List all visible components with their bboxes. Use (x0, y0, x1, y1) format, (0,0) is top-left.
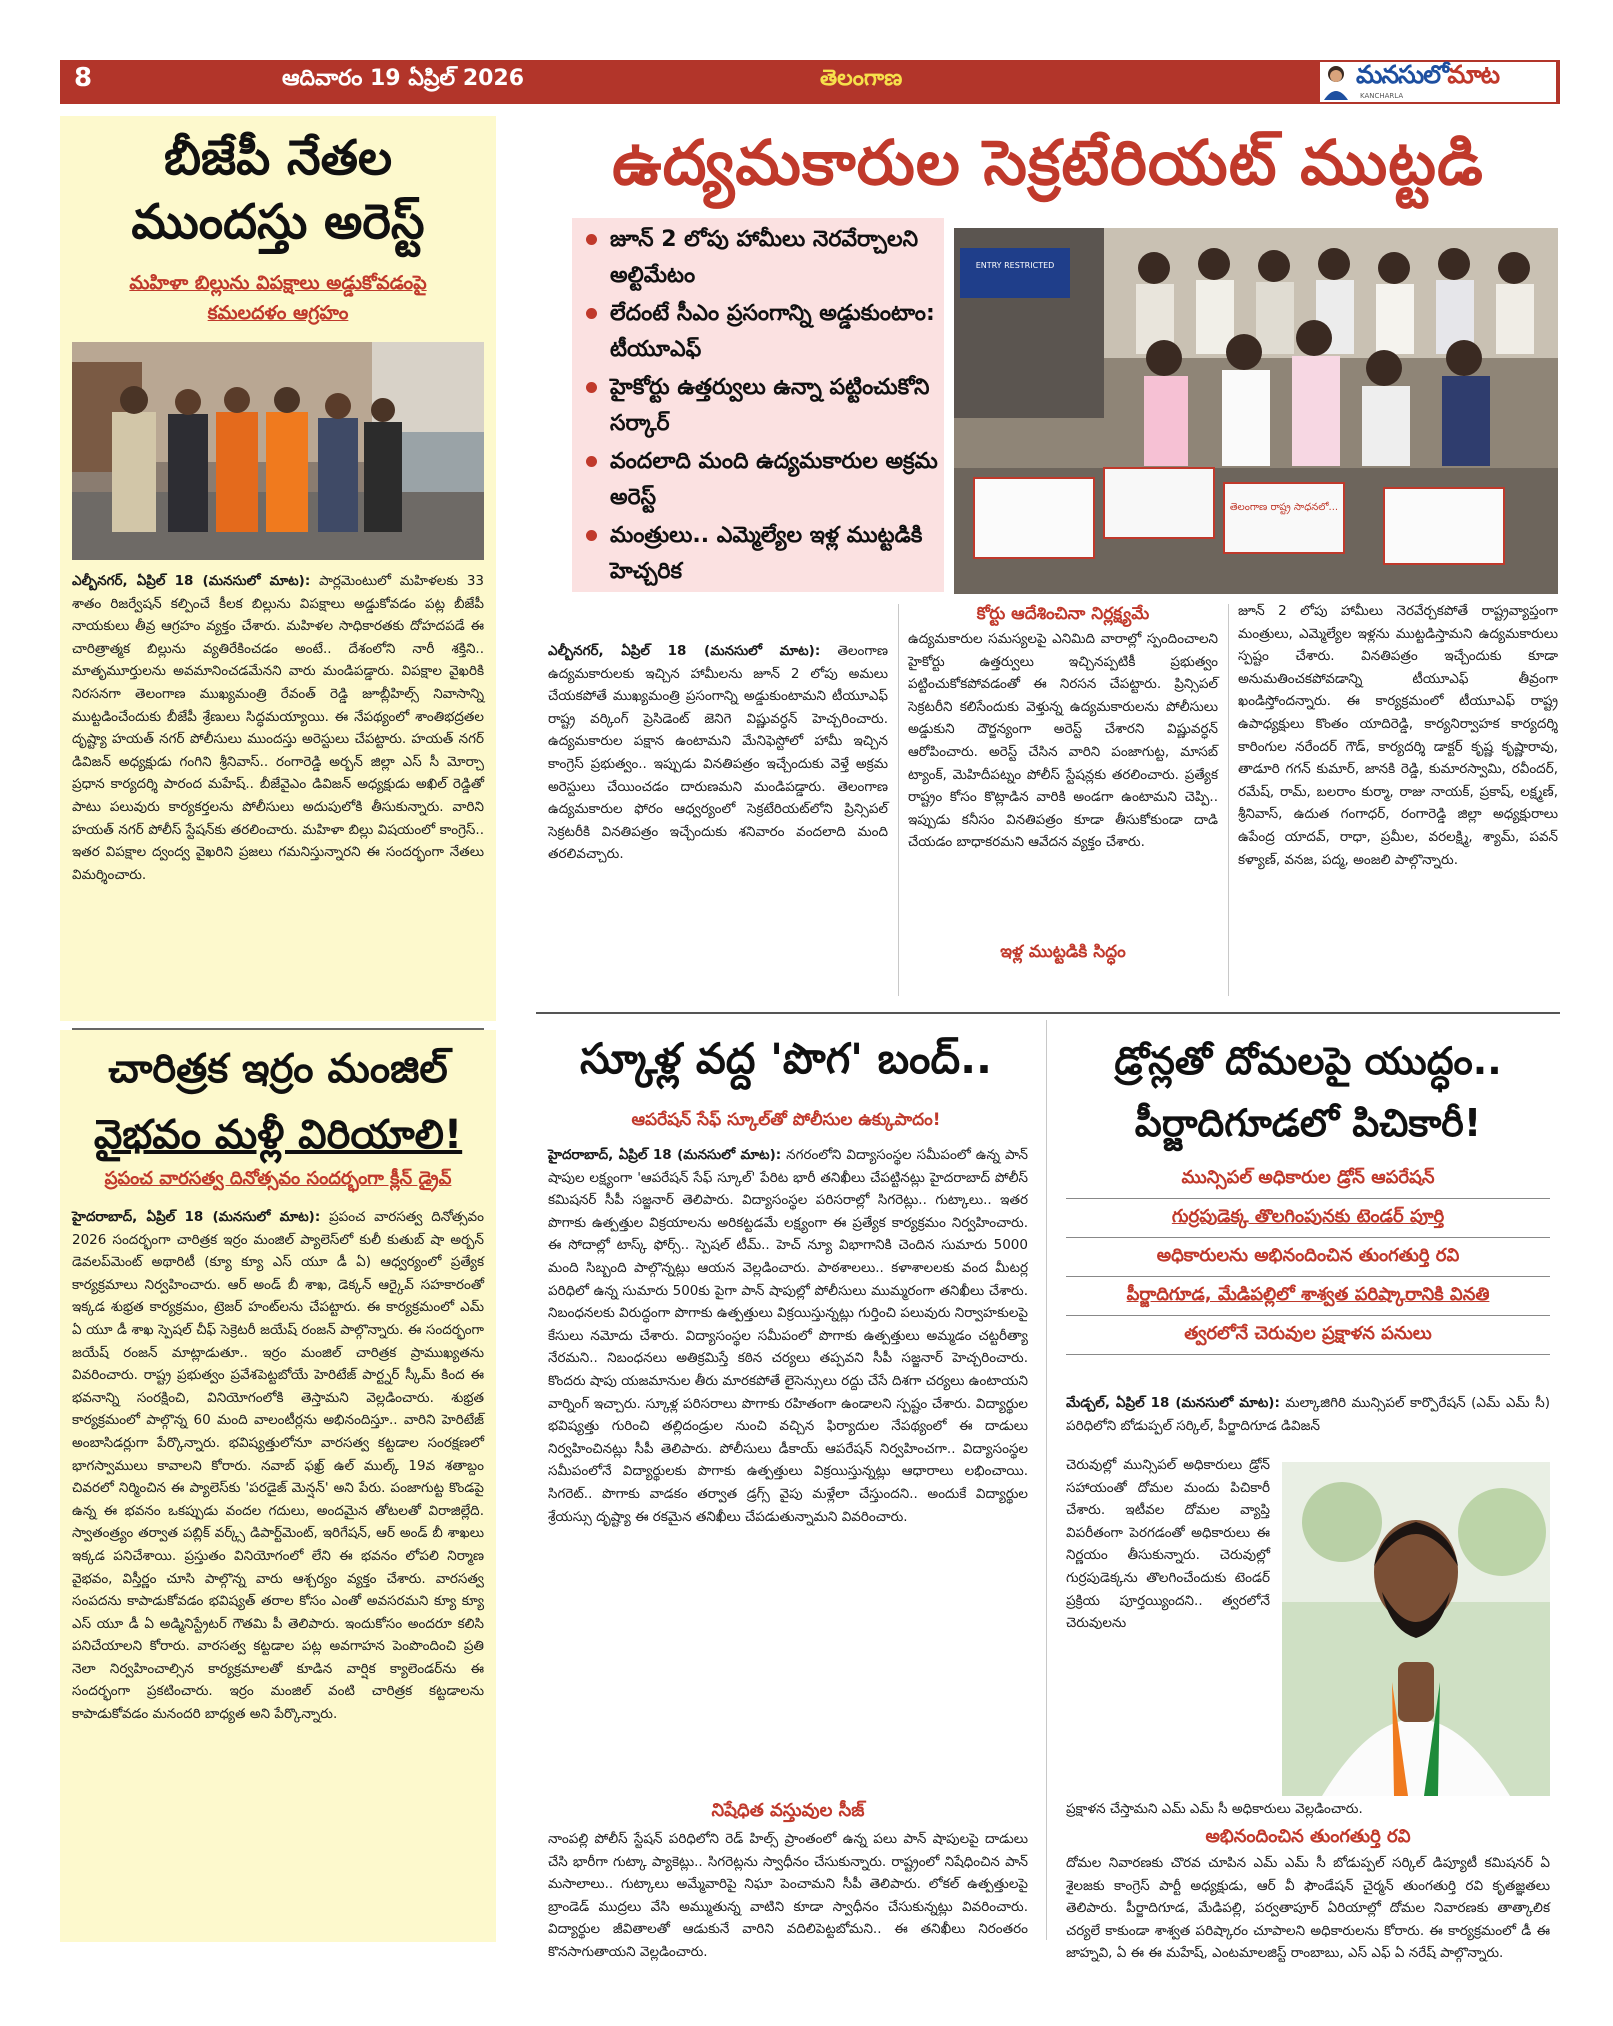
ravi-body-text: దోమల నివారణకు చొరవ చూపిన ఎమ్ ఎమ్ సీ బోడుప్పల్ సర్కిల్ డిప్యూటీ కమిషనర్ ఏ శైలజకు కాంగ్రెస్ పార్టీ అధ్యక్షుడు, ఆర్ వీ ఫౌండేషన్ చైర్మన్ తుంగతుర్తి రవి కృతజ్ఞతలు తెలిపారు. పీర్జాదిగూడ, మేడిపల్లి, పర్వతాపూర్ ఏరియాల్లో దోమల నివారణకు తాత్కాలిక చర్యలే కాకుండా శాశ్వత పరిష్కారం చూపాలని అధికారులను కోరారు. ఈ కార్యక్రమంలో డీ ఈ జాహ్నవి, ఏ ఈ ఈ మహేష్, ఎంటమాలజిస్ట్ రాంబాబు, ఎస్ ఎఫ్ ఏ నరేష్ పాల్గొన్నారు. (1066, 1855, 1550, 1962)
heritage-subheadline: ప్రపంచ వారసత్వ దినోత్సవం సందర్భంగా క్లీన్ డ్రైవ్ (104, 1168, 452, 1189)
drone-subheading: అధికారులను అభినందించిన తుంగతుర్తి రవి (1066, 1238, 1550, 1277)
bjp-body-text: పార్లమెంటులో మహిళలకు 33 శాతం రిజర్వేషన్ కల్పించే కీలక బిల్లును విపక్షాలు అడ్డుకోవడం పట్ల బీజేపీ నాయకులు తీవ్ర ఆగ్రహం వ్యక్తం చేశారు. మహిళల సాధికారతకు దోహదపడే ఈ చారిత్రాత్మక బిల్లును వ్యతిరేకించడం అంటే.. దేశంలోని నారీ శక్తిని.. మాతృమూర్తులను అవమానించడమేనని వారు మండిపడ్డారు. విపక్షాల వైఖరికి నిరసనగా తెలంగాణ ముఖ్యమంత్రి రేవంత్ రెడ్డి జూబ్లీహిల్స్ నివాసాన్ని ముట్టడించేందుకు బీజేపీ శ్రేణులు సిద్ధమయ్యాయి. ఈ నేపథ్యంలో శాంతిభద్రతల దృష్ట్యా హయత్ నగర్ పోలీసులు ముందస్తు అరెస్టులు చేపట్టారు. హయత్ నగర్ డివిజన్ అధ్యక్షుడు గంగిని శ్రీనివాస్.. రంగారెడ్డి అర్బన్ జిల్లా ఎస్ సీ మోర్చా ప్రధాన కార్యదర్శి పారంద మహేష్.. బీజేవైఎం డివిజన్ అధ్యక్షుడు అఖిల్ రెడ్డితో పాటు పలువురు కార్యకర్తలను పోలీసులు అదుపులోకి తీసుకున్నారు. వారిని హయత్ నగర్ పోలీస్ స్టేషన్‌కు తరలించారు. మహిళా బిల్లు విషయంలో కాంగ్రెస్.. ఇతర విపక్షాల ద్వంద్వ వైఖరిని ప్రజలు గమనిస్తున్నారని ఈ సందర్భంగా నేతలు విమర్శించారు. (72, 573, 485, 883)
left-column-divider (72, 1028, 484, 1030)
heritage-headline-line1: చారిత్రక ఇర్రం మంజిల్ (108, 1046, 448, 1092)
ravi-subheading: అభినందించిన తుంగతుర్తి రవి (1205, 1826, 1411, 1847)
issue-date: ఆదివారం 19 ఏప్రిల్ 2026 (282, 66, 525, 91)
logo-wordmark (1356, 60, 1499, 96)
bjp-headline (60, 126, 496, 254)
column-divider (1046, 1020, 1047, 1940)
column-divider (1228, 604, 1229, 996)
seizure-section-body (548, 1828, 1028, 1964)
drone-subheadings (1066, 1160, 1550, 1355)
highlight-item (584, 518, 940, 590)
bjp-subheadline-line1: మహిళా బిల్లును విపక్షాలు అడ్డుకోవడంపై (129, 272, 427, 294)
school-dateline: హైదరాబాద్, ఏప్రిల్ 18 (మనసులో మాట): (548, 1147, 782, 1163)
heritage-headline (60, 1036, 496, 1168)
heritage-body-text: ప్రపంచ వారసత్వ దినోత్సవం 2026 సందర్భంగా చారిత్రక ఇర్రం మంజిల్ ప్యాలెస్‌లో కులీ కుతుబ్ షా అర్బన్ డెవలప్‌మెంట్ అథారిటీ (క్యూ క్యూ ఎస్ యూ డీ ఏ) ఆధ్వర్యంలో ప్రత్యేక కార్యక్రమాలు నిర్వహించారు. ఆర్ అండ్ బీ శాఖ, డెక్కన్ ఆర్కైవ్ సహకారంతో ఇక్కడ శుభ్రత కార్యక్రమం, ట్రెజర్ హంట్‌లను చేపట్టారు. ఈ కార్యక్రమంలో ఎమ్ ఏ యూ డీ శాఖ స్పెషల్ చీఫ్ సెక్రెటరీ జయేష్ రంజన్ పాల్గొన్నారు. ఈ సందర్భంగా జయేష్ రంజన్ మాట్లాడుతూ.. ఇర్రం మంజిల్ చారిత్రక ప్రాముఖ్యతను వివరించారు. రాష్ట్ర ప్రభుత్వం ప్రవేశపెట్టబోయే హెరిటేజ్ పార్ట్నర్ స్కీమ్ కింద ఈ భవనాన్ని సంరక్షించి, వినియోగంలోకి తెస్తామని వెల్లడించారు. శుభ్రత కార్యక్రమంలో పాల్గొన్న 60 మంది వాలంటీర్లను అభినందిస్తూ.. వారిని హెరిటేజ్ అంబాసిడర్లుగా పేర్కొన్నారు. భవిష్యత్తులోనూ వారసత్వ కట్టడాల సంరక్షణలో భాగస్వాములు కావాలని కోరారు. నవాబ్ ఫఖ్ర్ ఉల్ ముల్క్ 19వ శతాబ్దం చివరలో నిర్మించిన ఈ ప్యాలెస్‌కు 'పరడైజ్ మెన్షన్' అని పేరు. పంజాగుట్ట కొండపై ఉన్న ఈ భవనం ఒకప్పుడు వందల గదులు, అందమైన తోటలతో విరాజిల్లేది. స్వాతంత్ర్యం తర్వాత పబ్లిక్ వర్క్స్ డిపార్ట్‌మెంట్, ఇరిగేషన్, ఆర్ అండ్ బీ శాఖలు ఇక్కడ పనిచేశాయి. ప్రస్తుతం వినియోగంలో లేని ఈ భవనం లోపలి నిర్మాణ వైభవం, విస్తీర్ణం చూసి పాల్గొన్న వారు ఆశ్చర్యం వ్యక్తం చేశారు. వారసత్వ సంపదను కాపాడుకోవడం భవిష్యత్ తరాల కోసం ఎంతో అవసరమని క్యూ క్యూ ఎస్ యూ డీ ఏ అడ్మినిస్ట్రేటర్ గౌతమి పీ తెలిపారు. ఇందుకోసం అందరూ కలిసి పనిచేయాలని కోరారు. వారసత్వ కట్టడాల పట్ల అవగాహన పెంపొందించి ప్రతి నెలా నిర్వహించాల్సిన కార్యక్రమాలతో కూడిన వార్షిక క్యాలెండర్‌ను ఈ సందర్భంగా ప్రకటించారు. ఇర్రం మంజిల్ వంటి చారిత్రక కట్టడాలను కాపాడుకోవడం మనందరి బాధ్యత అని పేర్కొన్నారు. (72, 1209, 484, 1723)
seizure-body-text: నాంపల్లి పోలీస్ స్టేషన్ పరిధిలోని రెడ్ హిల్స్ ప్రాంతంలో ఉన్న పలు పాన్ షాపులపై దాడులు చేసి భారీగా గుట్కా ప్యాకెట్లు.. సిగరెట్లను స్వాధీనం చేసుకున్నారు. రాష్ట్రంలో నిషేధించిన పాన్ మసాలాలు.. గుట్కాలు అమ్మేవారిపై నిఘా పెంచామని సీపీ తెలిపారు. లోకల్ ఉత్పత్తులపై బ్రాండెడ్ ముద్రలు వేసి అమ్ముతున్న వాటిని కూడా స్వాధీనం చేసుకున్నట్లు వివరించారు. విద్యార్థుల జీవితాలతో ఆడుకునే వారిని వదిలిపెట్టబోమని.. ఈ తనిఖీలు నిరంతరం కొనసాగుతాయని వెల్లడించారు. (548, 1831, 1028, 1960)
highlight-item (584, 370, 940, 442)
highlights-list (584, 222, 940, 592)
bjp-subheadline-line2: కమలదళం ఆగ్రహం (207, 302, 349, 324)
logo-word-2: మాట (1447, 60, 1500, 89)
bjp-article-body (72, 570, 484, 886)
drone-subheading: పీర్జాదిగూడ, మేడిపల్లిలో శాశ్వత పరిష్కారానికి వినతి (1066, 1277, 1550, 1316)
main-body-text: తెలంగాణ ఉద్యమకారులకు ఇచ్చిన హామీలను జూన్ 2 లోపు అమలు చేయకపోతే ముఖ్యమంత్రి ప్రసంగాన్ని అడ్డుకుంటామని టీయూఎఫ్ రాష్ట్ర వర్కింగ్ ప్రెసిడెంట్ జెనిగె విష్ణువర్ధన్ హెచ్చరించారు. ఉద్యమకారుల పక్షాన ఉంటామని మేనిఫెస్టోలో హామీ ఇచ్చిన కాంగ్రెస్ ప్రభుత్వం.. ఇప్పుడు వినతిపత్రం ఇచ్చేందుకు వెళ్తే అక్రమ అరెస్టులు చేయించడం దారుణమని మండిపడ్డారు. తెలంగాణ ఉద్యమకారుల ఫోరం ఆధ్వర్యంలో సెక్రటేరియట్‌లోని ప్రిన్సిపల్ సెక్రటరీకి వినతిపత్రం ఇచ్చేందుకు శనివారం వందలాది మంది తరలివచ్చారు. (548, 643, 888, 863)
column-divider (898, 604, 899, 996)
main-headline: ఉద్యమకారుల సెక్రటేరియట్ ముట్టడి (612, 126, 1484, 199)
drone-narrow-column (1066, 1454, 1270, 1635)
tungaturthi-ravi-photo (1282, 1462, 1550, 1796)
bullet-icon (586, 456, 597, 467)
drone-dateline: మేడ్చల్, ఏప్రిల్ 18 (మనసులో మాట): (1066, 1395, 1280, 1411)
bjp-headline-line1: బీజేపీ నేతల (163, 130, 392, 186)
drone-headline (1056, 1030, 1560, 1154)
bjp-leaders-photo (72, 342, 484, 560)
bjp-subheadline (72, 268, 484, 328)
highlight-text: లేదంటే సీఎం ప్రసంగాన్ని అడ్డుకుంటాం: టీయూఎఫ్ (610, 301, 935, 362)
heritage-headline-line2: వైభవం మళ్లీ విరియాలి! (93, 1112, 463, 1158)
page-number: 8 (74, 63, 93, 93)
ravi-section-body (1066, 1852, 1550, 1965)
highlight-text: హైకోర్టు ఉత్తర్వులు ఉన్నా పట్టించుకోని సర్కార్ (610, 375, 930, 436)
highlight-text: జూన్ 2 లోపు హామీలు నెరవేర్చాలని అల్టిమేటం (610, 227, 919, 288)
photo-placard-text: తెలంగాణ రాష్ట్ర సాధనలో... (1229, 502, 1339, 513)
highlight-text: మంత్రులు.. ఎమ్మెల్యేల ఇళ్ల ముట్టడికి హెచ్చరిక (610, 523, 923, 584)
protest-photo (954, 228, 1558, 594)
bullet-icon (586, 234, 597, 245)
drone-intro-text: మల్కాజిగిరి మున్సిపల్ కార్పొరేషన్ (ఎమ్ ఎమ్ సీ) పరిధిలోని బోడుప్పల్ సర్కిల్, పీర్జాదిగూడ డివిజన్ (1066, 1395, 1550, 1434)
drone-end-text: ప్రక్షాళన చేస్తామని ఎమ్ ఎమ్ సీ అధికారులు వెల్లడించారు. (1066, 1801, 1363, 1817)
drone-subheading: మున్సిపల్ అధికారుల డ్రోన్ ఆపరేషన్ (1066, 1160, 1550, 1199)
section-name: తెలంగాణ (820, 66, 903, 91)
logo-tagline: KANCHARLA (1360, 92, 1404, 100)
logo-word-1: మనసులో (1356, 60, 1448, 89)
drone-headline-line1: డ్రోన్లతో దోమలపై యుద్ధం.. (1114, 1039, 1502, 1083)
drone-closing (1066, 1798, 1550, 1821)
court-subheading: కోర్టు ఆదేశించినా నిర్లక్ష్యమే (976, 604, 1150, 624)
june-section-body (1238, 600, 1558, 871)
school-body-text: నగరంలోని విద్యాసంస్థల సమీపంలో ఉన్న పాన్ షాపుల లక్ష్యంగా 'ఆపరేషన్ సేఫ్ స్కూల్' పేరిట భారీ తనిఖీలు చేపట్టినట్లు హైదరాబాద్ పోలీస్ కమిషనర్ సీపీ సజ్జనార్ తెలిపారు. విద్యాసంస్థల పరిసరాల్లో సిగరెట్లు.. గుట్కాలు.. ఇతర పొగాకు ఉత్పత్తుల విక్రయాలను అరికట్టడమే లక్ష్యంగా ఈ ప్రత్యేక కార్యక్రమం నిర్వహించారు. ఈ సోదాల్లో టాస్క్ ఫోర్స్.. స్పెషల్ టీమ్.. హెచ్ న్యూ విభాగానికి చెందిన సుమారు 5000 మంది సిబ్బంది పాల్గొన్నట్లు ఆయన వెల్లడించారు. పాఠశాలలు.. కళాశాలలకు వంద మీటర్ల పరిధిలో ఉన్న సుమారు 500కు పైగా పాన్ షాపుల్లో పోలీసులు ముమ్మరంగా తనిఖీలు చేశారు. నిబంధనలకు విరుద్ధంగా పొగాకు ఉత్పత్తులు విక్రయిస్తున్నట్లు గుర్తించి పలువురు నిర్వాహకులపై కేసులు నమోదు చేశారు. విద్యాసంస్థల సమీపంలో పొగాకు ఉత్పత్తులు అమ్మడం చట్టరీత్యా నేరమని.. నిబంధనలు అతిక్రమిస్తే కఠిన చర్యలు తప్పవని సీపీ సజ్జనార్ హెచ్చరించారు. కొందరు షాపు యజమానుల తీరు మారకపోతే లైసెన్సులు రద్దు చేసే దిశగా చర్యలు ఉంటాయని వార్నింగ్ ఇచ్చారు. స్కూళ్ల పరిసరాలు పొగాకు రహితంగా ఉండాలని స్పష్టం చేశారు. విద్యార్థుల భవిష్యత్తు గురించి తల్లిదండ్రుల నుంచి వచ్చిన ఫిర్యాదుల నేపథ్యంలో ఈ దాడులు నిర్వహించినట్లు సీపీ తెలిపారు. పోలీసులు డీకాయ్ ఆపరేషన్ నిర్వహించగా.. విద్యాసంస్థల సమీపంలోనే విద్యార్థులకు పొగాకు ఉత్పత్తులు విక్రయిస్తున్నట్లు ఆధారాలు లభించాయి. సిగరెట్.. పొగాకు వాడకం తర్వాత డ్రగ్స్ వైపు మళ్లేలా చేస్తుందని.. అందుకే విద్యార్థుల శ్రేయస్సు దృష్ట్యా ఈ రకమైన తనిఖీలు చేపడుతున్నామని వివరించారు. (548, 1147, 1028, 1525)
school-headline: స్కూళ్ల వద్ద 'పొగ' బంద్.. (579, 1034, 993, 1083)
court-body-text: ఉద్యమకారుల సమస్యలపై ఎనిమిది వారాల్లో స్పందించాలని హైకోర్టు ఉత్తర్వులు ఇచ్చినప్పటికీ ప్రభుత్వం పట్టించుకోకపోవడంతో ఈ నిరసన చేపట్టారు. ప్రిన్సిపల్ సెక్రటరీని కలిసేందుకు వెళ్తున్న ఉద్యమకారులను పోలీసులు అడ్డుకుని దౌర్జన్యంగా అరెస్ట్ చేశారని విష్ణువర్ధన్ ఆరోపించారు. అరెస్ట్ చేసిన వారిని పంజాగుట్ట, మాసబ్ ట్యాంక్, మెహిదీపట్నం పోలీస్ స్టేషన్లకు తరలించారు. ప్రత్యేక రాష్ట్రం కోసం కొట్లాడిన వారికి అండగా ఉంటామని చెప్పి.. ఇప్పుడు కనీసం వినతిపత్రం కూడా తీసుకోకుండా దాడి చేయడం బాధాకరమని ఆవేదన వ్యక్తం చేశారు. (908, 631, 1218, 851)
drone-narrow-text: చెరువుల్లో మున్సిపల్ అధికారులు డ్రోన్ సహాయంతో దోమల మందు పిచికారీ చేశారు. ఇటీవల దోమల వ్యాప్తి విపరీతంగా పెరగడంతో అధికారులు ఈ నిర్ణయం తీసుకున్నారు. చెరువుల్లో గుర్రపుడెక్కను తొలగించేందుకు టెండర్ ప్రక్రియ పూర్తయ్యిందని.. త్వరలోనే చెరువులను (1066, 1457, 1270, 1632)
school-article-body (548, 1144, 1028, 1528)
drone-subheading: త్వరలోనే చెరువుల ప్రక్షాళన పనులు (1066, 1316, 1550, 1355)
highlight-item (584, 296, 940, 368)
school-subheadline: ఆపరేషన్ సేఫ్ స్కూల్‌తో పోలీసుల ఉక్కుపాదం! (631, 1110, 941, 1130)
court-section-body (908, 628, 1218, 854)
highlight-text: వందలాది మంది ఉద్యమకారుల అక్రమ అరెస్ట్ (610, 449, 938, 510)
highlight-item (584, 222, 940, 294)
heritage-dateline: హైదరాబాద్, ఏప్రిల్ 18 (మనసులో మాట): (72, 1209, 321, 1225)
drone-subheading: గుర్రపుడెక్క తొలగింపునకు టెండర్ పూర్తి (1066, 1199, 1550, 1238)
house-siege-subheading: ఇళ్ల ముట్టడికి సిద్ధం (1000, 942, 1126, 962)
bjp-headline-line2: ముందస్తు అరెస్ట్ (131, 194, 425, 250)
bullet-icon (586, 382, 597, 393)
drone-headline-line2: పీర్జాదిగూడలో పిచికారీ! (1134, 1101, 1482, 1145)
main-article-body (548, 640, 888, 866)
heritage-article-body (72, 1206, 484, 1726)
logo-portrait-icon (1322, 62, 1350, 100)
horizontal-divider (536, 1012, 1560, 1014)
photo-sign-text: ENTRY RESTRICTED (975, 261, 1055, 270)
june-body-text: జూన్ 2 లోపు హామీలు నెరవేర్చకపోతే రాష్ట్రవ్యాప్తంగా మంత్రులు, ఎమ్మెల్యేల ఇళ్లను ముట్టడిస్తామని ఉద్యమకారులు స్పష్టం చేశారు. వినతిపత్రం ఇచ్చేందుకు కూడా అనుమతించకపోవడాన్ని టీయూఎఫ్ తీవ్రంగా ఖండిస్తోందన్నారు. ఈ కార్యక్రమంలో టీయూఎఫ్ రాష్ట్ర ఉపాధ్యక్షులు కొంతం యాదిరెడ్డి, కార్యనిర్వాహక కార్యదర్శి కారింగుల నరేందర్ గౌడ్, కార్యదర్శి డాక్టర్ కృష్ణ కృష్ణారావు, తాడూరి గగన్ కుమార్, జానకి రెడ్డి, కుమారస్వామి, రవీందర్, రమేష్, రామ్, బలరాం కుర్మా, రాజు నాయక్, ప్రకాష్, లక్ష్మణ్, శ్రీనివాస్, ఉదుత గంగాధర్, రంగారెడ్డి జిల్లా అధ్యక్షురాలు ఉపేంద్ర యాదవ్, రాధా, ప్రమీల, వరలక్ష్మి, శ్యామ్, పవన్ కళ్యాణ్, వనజ, పద్మ, అంజలి పాల్గొన్నారు. (1238, 603, 1558, 868)
seizure-subheading: నిషేధిత వస్తువుల సీజ్ (711, 1800, 865, 1821)
bjp-dateline: ఎల్బీనగర్, ఏప్రిల్ 18 (మనసులో మాట): (72, 573, 311, 589)
highlight-item (584, 444, 940, 516)
bullet-icon (586, 530, 597, 541)
drone-intro (1066, 1392, 1550, 1437)
bullet-icon (586, 308, 597, 319)
main-dateline: ఎల్బీనగర్, ఏప్రిల్ 18 (మనసులో మాట): (548, 643, 821, 659)
